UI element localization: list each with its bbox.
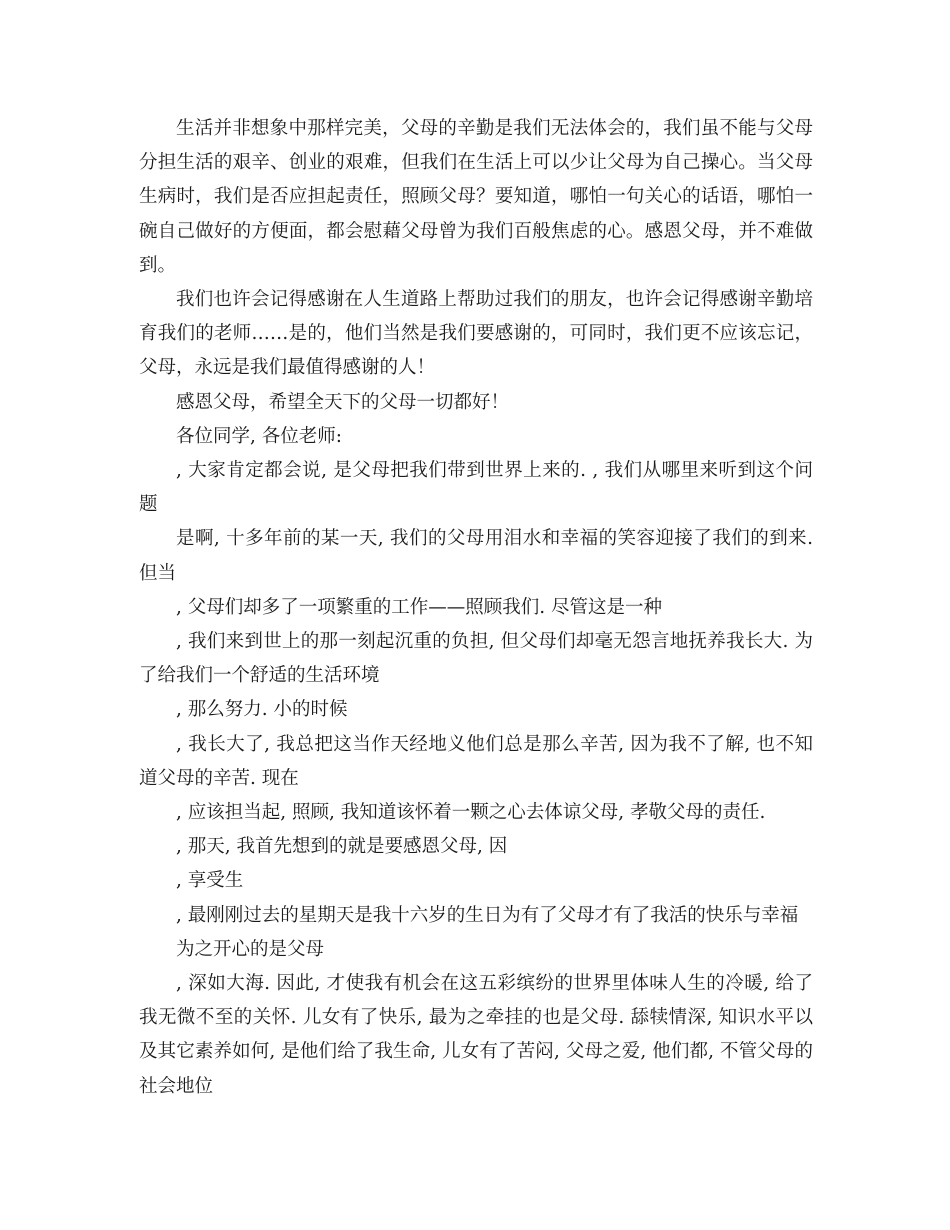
paragraph: , 最刚刚过去的星期天是我十六岁的生日为有了父母才有了我活的快乐与幸福 bbox=[176, 904, 799, 926]
paragraph: , 那天, 我首先想到的就是要感恩父母, 因 bbox=[176, 836, 508, 858]
paragraph: , 深如大海. 因此, 才使我有机会在这五彩缤纷的世界里体味人生的冷暖, 给了我无微不至的关怀. 儿女有了快乐, 最为之牵挂的也是父母. 舔犊情深, 知识水平以及其它素养如何, 是他们给了我生命, 儿女有了苦闷, 父母之爱, 他们都, 不管父母的社会地位 bbox=[139, 973, 813, 1097]
paragraph: , 大家肯定都会说, 是父母把我们带到世界上来的. , 我们从哪里来听到这个问题 bbox=[139, 460, 813, 516]
paragraph: 生活并非想象中那样完美，父母的辛勤是我们无法体会的，我们虽不能与父母分担生活的艰辛、创业的艰难，但我们在生活上可以少让父母为自己操心。当父母生病时，我们是否应担起责任，照顾父母？要知道，哪怕一句关心的话语，哪怕一碗自己做好的方便面，都会慰藉父母曾为我们百般焦虑的心。感恩父母，并不难做到。 bbox=[139, 118, 813, 276]
paragraph: , 享受生 bbox=[176, 870, 244, 892]
paragraph: 我们也许会记得感谢在人生道路上帮助过我们的朋友，也许会记得感谢辛勤培育我们的老师……是的，他们当然是我们要感谢的，可同时，我们更不应该忘记，父母，永远是我们最值得感谢的人！ bbox=[139, 289, 813, 379]
paragraph: 为之开心的是父母 bbox=[176, 938, 325, 960]
paragraph: , 我长大了, 我总把这当作天经地义他们总是那么辛苦, 因为我不了解, 也不知道父母的辛苦. 现在 bbox=[139, 733, 813, 789]
document-body bbox=[139, 112, 813, 1104]
paragraph: , 我们来到世上的那一刻起沉重的负担, 但父母们却毫无怨言地抚养我长大. 为了给我们一个舒适的生活环境 bbox=[139, 631, 813, 687]
paragraph: , 那么努力. 小的时候 bbox=[176, 699, 348, 721]
paragraph: , 应该担当起, 照顾, 我知道该怀着一颗之心去体谅父母, 孝敬父母的责任. bbox=[176, 802, 766, 824]
paragraph: 感恩父母，希望全天下的父母一切都好！ bbox=[176, 391, 510, 413]
paragraph: , 父母们却多了一项繁重的工作——照顾我们. 尽管这是一种 bbox=[176, 596, 663, 618]
paragraph: 是啊, 十多年前的某一天, 我们的父母用泪水和幸福的笑容迎接了我们的到来. 但当 bbox=[139, 528, 813, 584]
salutation: 各位同学, 各位老师: bbox=[176, 425, 342, 447]
